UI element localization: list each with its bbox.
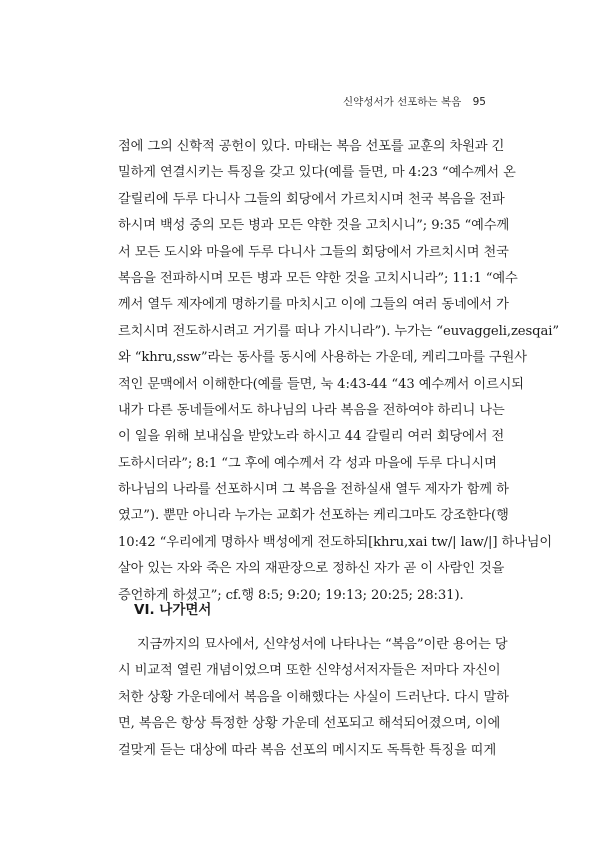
text-line: 지금까지의 묘사에서, 신약성서에 나타나는 “복음”이란 용어는 당 (137, 637, 508, 652)
running-header (343, 94, 486, 109)
text-line: 점에 그의 신학적 공헌이 있다. 마태는 복음 선포를 교훈의 차원과 긴 (118, 139, 505, 154)
text-line: 내가 다른 동네들에서도 하나님의 나라 복음을 전하여야 하리니 나는 (118, 402, 505, 418)
text-line: 께서 열두 제자에게 명하기를 마치시고 이에 그들의 여러 동네에서 가 (118, 297, 509, 313)
text-line: 처한 상황 가운데에서 복음을 이해했다는 사실이 드러난다. 다시 말하 (118, 689, 509, 705)
text-line: 르치시며 전도하시려고 거기를 떠나 가시니라”). 누가는 “euvaggeli,zesqai” (118, 323, 560, 339)
text-line: 도하시더라”; 8:1 “그 후에 예수께서 각 성과 마을에 두루 다니시며 (118, 455, 497, 471)
running-title: 신약성서가 선포하는 복음 (343, 96, 462, 108)
text-line: 와 “khru,ssw”라는 동사를 동시에 사용하는 가운데, 케리그마를 구원사 (118, 350, 527, 366)
page-number: 95 (472, 96, 486, 108)
text-line: 적인 문맥에서 이해한다(예를 들면, 눅 4:43-44 “43 예수께서 이르시되 (118, 376, 524, 392)
paragraph-1 (118, 134, 560, 609)
text-line: 복음을 전파하시며 모든 병과 모든 약한 것을 고치시니라”; 11:1 “예수 (118, 270, 518, 286)
text-line: 밀하게 연결시키는 특징을 갖고 있다(예를 들면, 마 4:23 “예수께서 온 (118, 165, 516, 181)
text-line: 갈릴리에 두루 다니사 그들의 회당에서 가르치시며 천국 복음을 전파 (118, 191, 505, 207)
text-line: 였고”). 뿐만 아니라 누가는 교회가 선포하는 케리그마도 강조한다(행 (118, 508, 509, 524)
text-line: 면, 복음은 항상 특정한 상황 가운데 선포되고 해석되어졌으며, 이에 (118, 716, 501, 732)
text-line: 10:42 “우리에게 명하사 백성에게 전도하되[khru,xai tw/| law/|] 하나님이 (118, 534, 553, 550)
text-line: 걸맞게 듣는 대상에 따라 복음 선포의 메시지도 독특한 특징을 띠게 (118, 742, 497, 758)
text-line: 증언하게 하셨고”; cf.행 8:5; 9:20; 19:13; 20:25; 28:31). (118, 587, 464, 603)
text-line: 하시며 백성 중의 모든 병과 모든 약한 것을 고치시니”; 9:35 “예수께 (118, 218, 510, 234)
text-line: 시 비교적 열린 개념이었으며 또한 신약성서저자들은 저마다 자신이 (118, 663, 501, 679)
text-line: 서 모든 도시와 마을에 두루 다니사 그들의 회당에서 가르치시며 천국 (118, 244, 509, 260)
text-line: 이 일을 위해 보내심을 받았노라 하시고 44 갈릴리 여러 회당에서 전 (118, 429, 505, 445)
paragraph-2 (118, 632, 509, 764)
text-line: 하나님의 나라를 선포하시며 그 복음을 전하실새 열두 제자가 함께 하 (118, 482, 509, 498)
section-heading: VI. 나가면서 (134, 602, 212, 618)
text-line: 살아 있는 자와 죽은 자의 재판장으로 정하신 자가 곧 이 사람인 것을 (118, 561, 505, 577)
